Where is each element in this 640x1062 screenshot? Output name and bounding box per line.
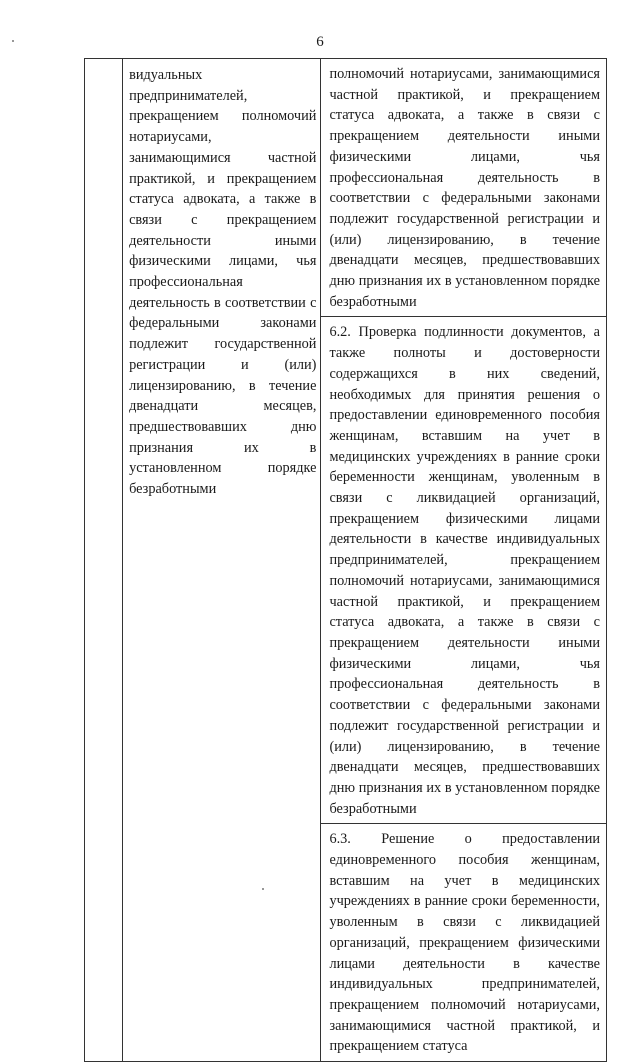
right-cell-6-2-text: 6.2. Проверка подлинности документов, а также полноты и достоверности содержащихся в них сведений, необходимых для принятия решения о предоставлении единовременного пособия женщинам, вставшим на учет в медицинских учреждениях в ранние сроки беременности женщинам, уволенным в связи с ликвидацией организаций, прекращением физическими лицами деятельности в качестве индивидуальных предпринимателей, прекращением полномочий нотариусами, занимающимися частной практикой, и прекращением статуса адвоката, а также в связи с прекращением деятельности иными физическими лицами, чья профессиональная деятельность в соответствии с федеральными законами подлежит государственной регистрации и (или) лицензированию, в течение двенадцати месяцев, предшествовавших дню признания их в установленном порядке безработными <box>329 324 600 817</box>
right-cell-6-2 <box>321 317 607 824</box>
page-number: 6 <box>316 34 324 50</box>
middle-cell-text: видуальных предпринимателей, прекращением полномочий нотариусами, занимающимися частной практикой, и прекращением статуса адвоката, а также в связи с прекращением деятельности иными физическими лицами, чья профессиональная деятельность в соответствии с федеральными законами подлежит государственной регистрации и (или) лицензированию, в течение двенадцати месяцев, предшествовавших дню признания их в установленном порядке безработными <box>129 67 317 498</box>
scan-speck <box>12 40 14 42</box>
scan-speck <box>262 888 264 890</box>
right-cell-6-3-text: 6.3. Решение о предоставлении единовременного пособия женщинам, вставшим на учет в медицинских учреждениях в ранние сроки беременности, уволенным в связи с ликвидацией организаций, прекращением физическими лицами деятельности в качестве индивидуальных предпринимателей, прекращением полномочий нотариусами, занимающимися частной практикой, и прекращением статуса <box>329 831 600 1055</box>
right-cell-6-3 <box>321 824 607 1062</box>
empty-left-cell <box>85 59 123 1062</box>
middle-cell <box>123 59 321 1062</box>
right-cell-continuation <box>321 59 607 317</box>
right-cell-continuation-text: полномочий нотариусами, занимающимися частной практикой, и прекращением статуса адвоката, а также в связи с прекращением деятельности иными физическими лицами, чья профессиональная деятельность в соответствии с федеральными законами подлежит государственной регистрации и (или) лицензированию, в течение двенадцати месяцев, предшествовавших дню признания их в установленном порядке безработными <box>329 66 600 310</box>
document-table <box>84 58 607 1062</box>
